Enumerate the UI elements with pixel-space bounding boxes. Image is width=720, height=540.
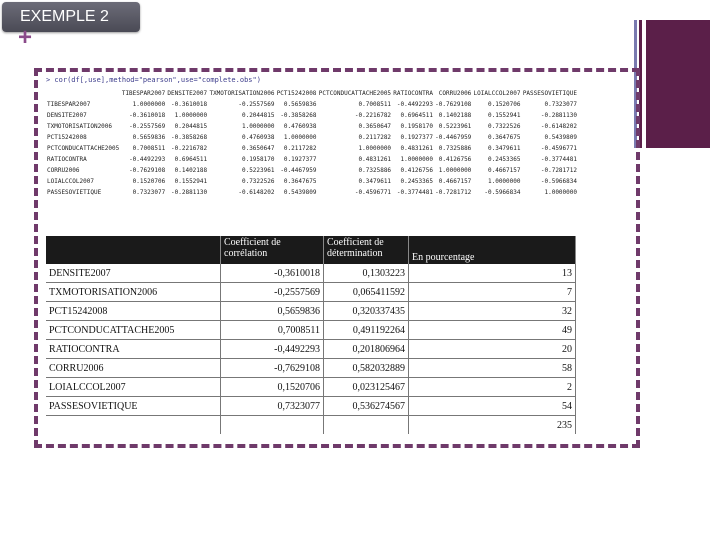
matrix-cell: 0.4831261 <box>400 145 433 152</box>
matrix-cell: 0.1552941 <box>487 112 521 119</box>
matrix-row-label: TXMOTORISATION2006 <box>47 123 113 130</box>
table-row <box>46 321 576 340</box>
slide-title: EXEMPLE 2 <box>2 2 140 32</box>
matrix-cell: -0.4596771 <box>354 189 392 196</box>
correlation-matrix <box>46 88 578 198</box>
variable-name: DENSITE2007 <box>46 264 221 283</box>
r-command: > cor(df[,use],method="pearson",use="complete.obs") <box>46 76 261 84</box>
matrix-cell: 0.7323077 <box>132 189 166 196</box>
matrix-cell: -0.2216782 <box>354 112 392 119</box>
matrix-cell: 0.4831261 <box>358 156 392 163</box>
variable-name: CORRU2006 <box>46 359 221 378</box>
matrix-cell: -0.3774481 <box>540 156 577 163</box>
matrix-cell: -0.2557569 <box>238 101 275 108</box>
matrix-row-label: PASSESOVIETIQUE <box>47 189 102 196</box>
matrix-row <box>46 176 578 187</box>
matrix-cell: 0.5223961 <box>438 123 472 130</box>
matrix-cell: -0.5966834 <box>540 178 577 185</box>
matrix-cell: -0.7629108 <box>129 167 166 174</box>
correlation-value: 0,7323077 <box>221 397 324 416</box>
matrix-cell: 0.3647675 <box>487 134 521 141</box>
correlation-value: -0,2557569 <box>221 283 324 302</box>
matrix-cell: 0.1958170 <box>241 156 275 163</box>
matrix-column-header: PCTCONDUCATTACHE2005 <box>318 90 392 97</box>
matrix-row-label: TIBESPAR2007 <box>47 101 91 108</box>
determination-value: 0,201806964 <box>324 340 409 359</box>
r-console-output <box>46 76 578 226</box>
matrix-cell: 0.5439809 <box>544 134 577 141</box>
matrix-cell: 0.1927377 <box>283 156 317 163</box>
matrix-body <box>46 99 578 198</box>
matrix-cell: 0.7322526 <box>487 123 521 130</box>
matrix-cell: -0.4596771 <box>540 145 577 152</box>
matrix-cell: 0.2453365 <box>487 156 521 163</box>
matrix-cell: 0.4760938 <box>241 134 275 141</box>
matrix-cell: 0.2044815 <box>174 123 208 130</box>
variable-name: RATIOCONTRA <box>46 340 221 359</box>
determination-value: 0,023125467 <box>324 378 409 397</box>
matrix-cell: 1.0000000 <box>487 178 521 185</box>
variable-name: TXMOTORISATION2006 <box>46 283 221 302</box>
matrix-row <box>46 143 578 154</box>
matrix-cell: 1.0000000 <box>174 112 208 119</box>
matrix-cell: 0.1402188 <box>174 167 208 174</box>
matrix-cell: 0.1958170 <box>400 123 433 130</box>
total-empty-cell <box>324 416 409 435</box>
total-label-cell <box>46 416 221 435</box>
matrix-cell: -0.6148202 <box>540 123 577 130</box>
matrix-cell: 0.4126756 <box>400 167 433 174</box>
total-value: 235 <box>409 416 576 435</box>
total-row <box>46 416 576 435</box>
matrix-cell: 1.0000000 <box>358 145 392 152</box>
matrix-cell: 0.5223961 <box>241 167 275 174</box>
matrix-column-header: TXMOTORISATION2006 <box>209 90 275 97</box>
table-row <box>46 302 576 321</box>
matrix-cell: 0.7008511 <box>132 145 166 152</box>
variable-name: PCTCONDUCATTACHE2005 <box>46 321 221 340</box>
matrix-cell: -0.4467959 <box>435 134 472 141</box>
matrix-column-header: CORRU2006 <box>438 90 472 97</box>
matrix-cell: -0.4492293 <box>129 156 166 163</box>
variable-name: PASSESOVIETIQUE <box>46 397 221 416</box>
table-row <box>46 283 576 302</box>
matrix-row-label: CORRU2006 <box>47 167 80 174</box>
matrix-cell: 0.1552941 <box>174 178 208 185</box>
table-row <box>46 359 576 378</box>
matrix-cell: 0.1520706 <box>487 101 521 108</box>
matrix-cell: 0.4126756 <box>438 156 472 163</box>
matrix-cell: 0.7325886 <box>358 167 392 174</box>
matrix-cell: 0.5439809 <box>283 189 317 196</box>
determination-value: 0,536274567 <box>324 397 409 416</box>
matrix-cell: 0.1927377 <box>400 134 433 141</box>
matrix-cell: 0.3479611 <box>358 178 392 185</box>
matrix-row <box>46 99 578 110</box>
matrix-cell: -0.7281712 <box>540 167 577 174</box>
matrix-cell: 0.2453365 <box>400 178 433 185</box>
matrix-row-label: PCTCONDUCATTACHE2005 <box>47 145 120 152</box>
header-blank <box>46 236 221 264</box>
matrix-cell: -0.2881130 <box>171 189 208 196</box>
matrix-cell: 0.4667157 <box>487 167 521 174</box>
matrix-cell: -0.3858268 <box>280 112 317 119</box>
matrix-cell: 0.2117282 <box>358 134 392 141</box>
determination-value: 0,320337435 <box>324 302 409 321</box>
matrix-row-label: DENSITE2007 <box>47 112 87 119</box>
header-determination: Coefficient de détermination <box>324 236 409 264</box>
table-row <box>46 378 576 397</box>
matrix-row <box>46 121 578 132</box>
matrix-row <box>46 110 578 121</box>
total-empty-cell <box>221 416 324 435</box>
decorative-block <box>646 20 710 148</box>
correlation-value: -0,4492293 <box>221 340 324 359</box>
matrix-cell: 0.1402188 <box>438 112 472 119</box>
matrix-cell: 1.0000000 <box>132 101 166 108</box>
determination-value: 0,1303223 <box>324 264 409 283</box>
matrix-cell: -0.3858268 <box>171 134 208 141</box>
matrix-cell: 0.1520706 <box>132 178 166 185</box>
matrix-cell: 1.0000000 <box>283 134 317 141</box>
matrix-row <box>46 132 578 143</box>
matrix-row-label: LOIALCCOL2007 <box>47 178 94 185</box>
header-correlation: Coefficient de corrélation <box>221 236 324 264</box>
correlation-value: -0,3610018 <box>221 264 324 283</box>
matrix-cell: 0.2117282 <box>283 145 317 152</box>
matrix-cell: 1.0000000 <box>438 167 472 174</box>
matrix-cell: 0.2044815 <box>241 112 275 119</box>
percentage-value: 58 <box>409 359 576 378</box>
matrix-column-header: PCT15242008 <box>276 90 317 97</box>
correlation-value: 0,5659836 <box>221 302 324 321</box>
plus-icon: + <box>18 24 33 51</box>
percentage-value: 13 <box>409 264 576 283</box>
matrix-cell: 0.4760938 <box>283 123 317 130</box>
matrix-header-row <box>46 88 578 99</box>
table-row <box>46 340 576 359</box>
determination-value: 0,491192264 <box>324 321 409 340</box>
table-row <box>46 397 576 416</box>
matrix-column-header: RATIOCONTRA <box>393 90 433 97</box>
matrix-cell: -0.7629108 <box>435 101 472 108</box>
matrix-row <box>46 187 578 198</box>
matrix-cell: 0.3479611 <box>487 145 521 152</box>
matrix-cell: -0.2881130 <box>540 112 577 119</box>
matrix-cell: -0.3610018 <box>171 101 208 108</box>
matrix-cell: 0.4667157 <box>438 178 472 185</box>
percentage-value: 2 <box>409 378 576 397</box>
matrix-cell: -0.4467959 <box>280 167 317 174</box>
determination-value: 0,582032889 <box>324 359 409 378</box>
percentage-value: 20 <box>409 340 576 359</box>
matrix-cell: 0.3650647 <box>358 123 392 130</box>
matrix-row-label: RATIOCONTRA <box>47 156 87 163</box>
matrix-column-header: TIBESPAR2007 <box>121 90 166 97</box>
matrix-row <box>46 165 578 176</box>
matrix-cell: 0.5659836 <box>283 101 317 108</box>
variable-name: LOIALCCOL2007 <box>46 378 221 397</box>
matrix-cell: -0.2216782 <box>171 145 208 152</box>
correlation-value: 0,7008511 <box>221 321 324 340</box>
correlation-value: -0,7629108 <box>221 359 324 378</box>
matrix-row <box>46 154 578 165</box>
percentage-value: 49 <box>409 321 576 340</box>
matrix-cell: 0.7323077 <box>544 101 577 108</box>
summary-table <box>46 236 576 434</box>
matrix-cell: 0.7322526 <box>241 178 275 185</box>
variable-name: PCT15242008 <box>46 302 221 321</box>
percentage-value: 54 <box>409 397 576 416</box>
matrix-cell: 1.0000000 <box>544 189 577 196</box>
matrix-cell: -0.5966834 <box>484 189 521 196</box>
matrix-cell: -0.4492293 <box>396 101 433 108</box>
matrix-cell: 0.6964511 <box>174 156 208 163</box>
matrix-cell: 1.0000000 <box>241 123 275 130</box>
matrix-cell: -0.7281712 <box>435 189 472 196</box>
matrix-cell: 0.7008511 <box>358 101 392 108</box>
matrix-column-header: PASSESOVIETIQUE <box>522 90 577 97</box>
percentage-value: 32 <box>409 302 576 321</box>
matrix-cell: 1.0000000 <box>400 156 433 163</box>
matrix-cell: -0.2557569 <box>129 123 166 130</box>
matrix-row-label: PCT15242008 <box>47 134 87 141</box>
matrix-cell: 0.3650647 <box>241 145 275 152</box>
matrix-column-header: LOIALCCOL2007 <box>473 90 521 97</box>
correlation-value: 0,1520706 <box>221 378 324 397</box>
matrix-cell: 0.6964511 <box>400 112 433 119</box>
matrix-cell: 0.5659836 <box>132 134 166 141</box>
matrix-cell: -0.6148202 <box>238 189 275 196</box>
matrix-column-header: DENSITE2007 <box>167 90 208 97</box>
percentage-value: 7 <box>409 283 576 302</box>
matrix-cell: 0.7325886 <box>438 145 472 152</box>
matrix-cell: -0.3774481 <box>396 189 433 196</box>
table-row <box>46 264 576 283</box>
matrix-cell: 0.3647675 <box>283 178 317 185</box>
header-percentage: En pourcentage <box>409 236 576 264</box>
summary-header-row <box>46 236 576 264</box>
determination-value: 0,065411592 <box>324 283 409 302</box>
matrix-cell: -0.3610018 <box>129 112 166 119</box>
matrix-corner <box>46 88 121 99</box>
